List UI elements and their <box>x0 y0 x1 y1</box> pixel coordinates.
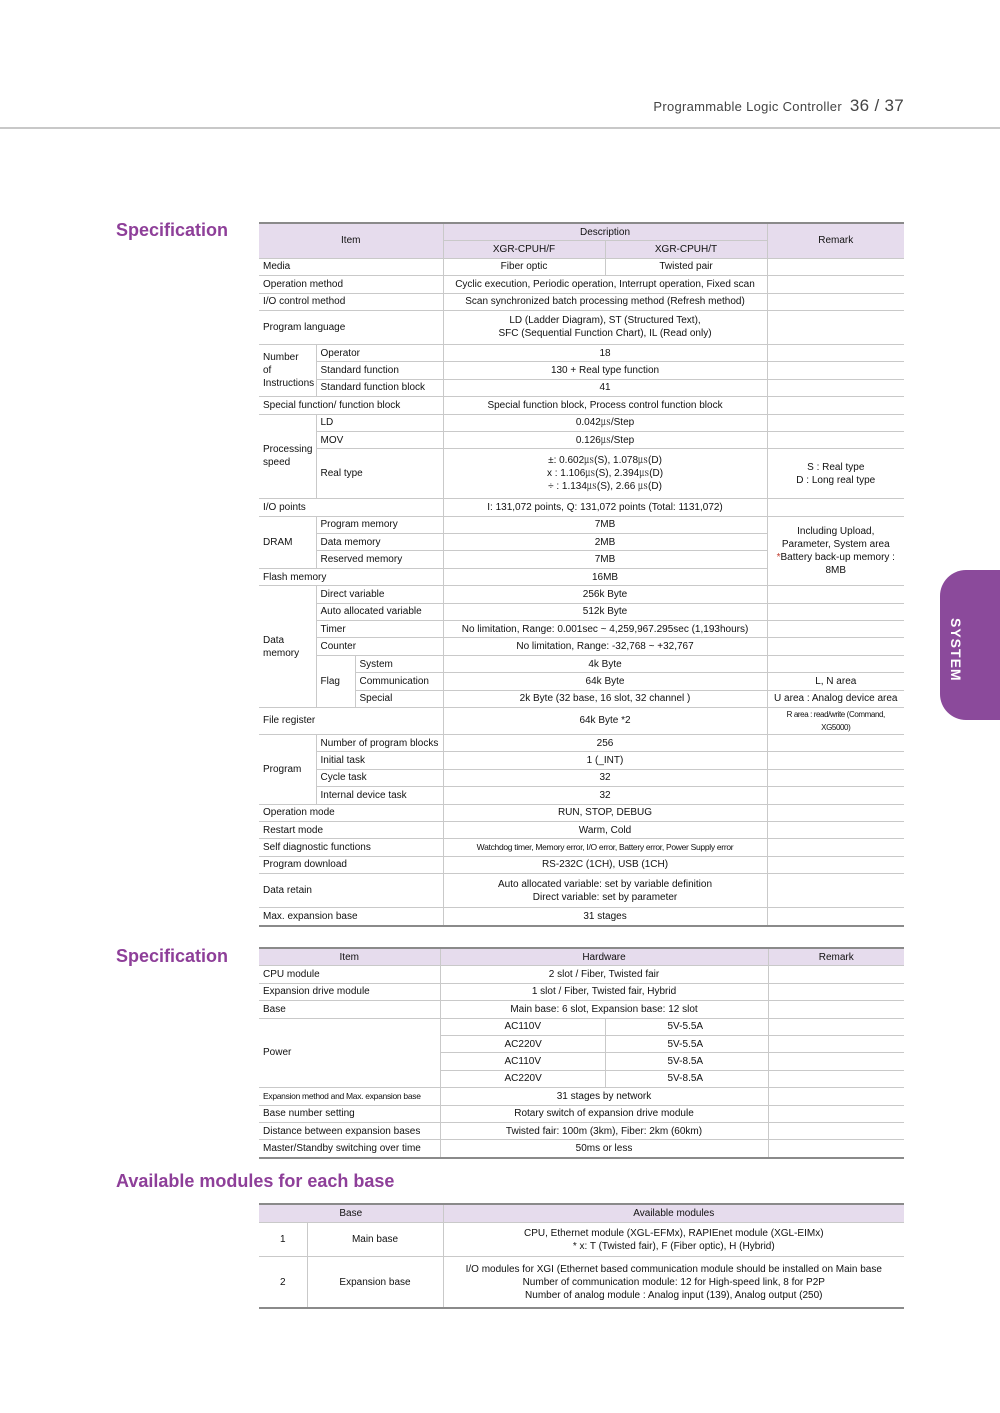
cell-remark <box>767 379 904 396</box>
power-output: 5V-5.5A <box>605 1035 768 1052</box>
cell-value: 7MB <box>443 551 767 568</box>
group-label-program: Program <box>259 734 316 804</box>
cell-line: S : Real type <box>807 461 865 473</box>
row-label: Expansion drive module <box>259 983 440 1000</box>
cell-value: 1 slot / Fiber, Twisted fair, Hybrid <box>440 983 768 1000</box>
cell-remark <box>767 276 904 293</box>
cell-value: Rotary switch of expansion drive module <box>440 1105 768 1122</box>
cell-remark <box>768 1070 904 1087</box>
cell-remark <box>767 839 904 856</box>
cell-line: * x: T (Twisted fair), F (Fiber optic), H (Hybrid) <box>572 1240 775 1252</box>
cell-value <box>443 1223 904 1257</box>
row-label: Timer <box>316 621 443 638</box>
row-label: Self diagnostic functions <box>259 839 443 856</box>
cell-remark <box>768 983 904 1000</box>
group-label-line: Data <box>263 634 285 646</box>
cell-value: I: 131,072 points, Q: 131,072 points (Total: 1131,072) <box>443 499 767 516</box>
cell-line: SFC (Sequential Function Chart), IL (Read only) <box>498 328 712 340</box>
row-label: Initial task <box>316 752 443 769</box>
power-output: 5V-5.5A <box>605 1018 768 1035</box>
cell-value: 31 stages <box>443 908 767 926</box>
row-label: Main base <box>307 1223 443 1257</box>
header-item: Item <box>259 223 443 258</box>
cell-remark <box>767 821 904 838</box>
header-model-t: XGR-CPUH/T <box>605 241 767 258</box>
row-label: Cycle task <box>316 769 443 786</box>
cell-line: I/O modules for XGI (Ethernet based communication module should be installed on Main base <box>465 1263 882 1275</box>
cell-line: D : Long real type <box>796 474 876 486</box>
cell-text: Battery back-up memory : <box>780 551 895 563</box>
cell-remark <box>767 258 904 275</box>
row-label: Standard function <box>316 362 443 379</box>
cell-value <box>443 1257 904 1309</box>
cell-remark <box>768 1105 904 1122</box>
row-label: LD <box>316 414 443 431</box>
group-label-line: Number <box>263 352 299 364</box>
row-label: Direct variable <box>316 586 443 603</box>
header-description: Description <box>443 223 767 241</box>
power-input: AC220V <box>440 1035 605 1052</box>
cell-remark <box>767 734 904 751</box>
row-label: Program memory <box>316 516 443 533</box>
group-label-dram: DRAM <box>259 516 316 568</box>
modules-table <box>259 1203 904 1309</box>
section-title-specification-2: Specification <box>116 946 229 966</box>
side-tab-system[interactable] <box>940 570 1000 720</box>
header-title: Programmable Logic Controller <box>653 99 842 114</box>
cell-value: Twisted fair: 100m (3km), Fiber: 2km (60km) <box>440 1122 768 1139</box>
row-label: Data memory <box>316 534 443 551</box>
cell-remark <box>767 603 904 620</box>
cell-value: RUN, STOP, DEBUG <box>443 804 767 821</box>
cell-line: Direct variable: set by parameter <box>532 891 678 903</box>
cell-value: 16MB <box>443 568 767 585</box>
power-output: 5V-8.5A <box>605 1070 768 1087</box>
power-input: AC110V <box>440 1053 605 1070</box>
row-label: Number of program blocks <box>316 734 443 751</box>
group-label-processing-speed <box>259 414 316 499</box>
cell-value: Main base: 6 slot, Expansion base: 12 slot <box>440 1001 768 1018</box>
cell-line: ±: 0.602㎲(S), 1.078㎲(D) <box>548 455 662 467</box>
cell-value: 0.042㎲/Step <box>443 414 767 431</box>
cell-line: Parameter, System area <box>781 538 890 550</box>
cell-value: 512k Byte <box>443 603 767 620</box>
group-label-line: Instructions <box>263 378 315 390</box>
cell-line: CPU, Ethernet module (XGL-EFMx), RAPIEnet module (XGL-EIMx) <box>523 1227 824 1239</box>
cell-remark: R area : read/write (Command, XG5000) <box>767 707 904 734</box>
page-number: 36 / 37 <box>849 96 904 115</box>
row-label: Media <box>259 258 443 275</box>
group-label-line: speed <box>263 457 291 469</box>
cell-remark <box>767 655 904 672</box>
row-label: Expansion method and Max. expansion base <box>259 1088 440 1105</box>
row-label: Base number setting <box>259 1105 440 1122</box>
row-label: Internal device task <box>316 787 443 804</box>
row-label: Expansion base <box>307 1257 443 1309</box>
row-label: Communication <box>355 673 443 690</box>
power-input: AC110V <box>440 1018 605 1035</box>
cell-remark <box>768 1088 904 1105</box>
row-label: CPU module <box>259 966 440 983</box>
cell-value: Special function block, Process control function block <box>443 397 767 414</box>
section-title-specification-1: Specification <box>116 220 229 240</box>
cell-remark <box>768 1140 904 1158</box>
cell-remark <box>768 1035 904 1052</box>
cell-remark <box>767 414 904 431</box>
cell-value: 64k Byte *2 <box>443 707 767 734</box>
cell-remark <box>767 362 904 379</box>
power-input: AC220V <box>440 1070 605 1087</box>
cell-remark <box>767 908 904 926</box>
spec-table-cpu <box>259 222 904 927</box>
cell-value: 256 <box>443 734 767 751</box>
row-label: System <box>355 655 443 672</box>
cell-value: 32 <box>443 769 767 786</box>
cell-value: 41 <box>443 379 767 396</box>
row-label: File register <box>259 707 443 734</box>
row-label: Reserved memory <box>316 551 443 568</box>
row-label: Special function/ function block <box>259 397 443 414</box>
cell-remark: U area : Analog device area <box>767 690 904 707</box>
side-tab-label: SYSTEM <box>948 618 964 682</box>
cell-remark <box>767 787 904 804</box>
header-available-modules: Available modules <box>443 1204 904 1223</box>
cell-value: RS-232C (1CH), USB (1CH) <box>443 856 767 873</box>
cell-line: Auto allocated variable: set by variable definition <box>498 878 713 890</box>
cell-line: ÷ : 1.134㎲(S), 2.66 ㎲(D) <box>548 481 662 493</box>
cell-value: Cyclic execution, Periodic operation, Interrupt operation, Fixed scan <box>443 276 767 293</box>
cell-line: Number of analog module : Analog input (139), Analog output (250) <box>525 1289 823 1301</box>
group-label-flag: Flag <box>316 655 355 707</box>
cell-line: Number of communication module: 12 for High-speed link, 8 for P2P <box>522 1276 825 1288</box>
row-label: Data retain <box>259 874 443 908</box>
spec-table-hardware <box>259 947 904 1159</box>
row-label: Distance between expansion bases <box>259 1122 440 1139</box>
cell-value: Watchdog timer, Memory error, I/O error, Battery error, Power Supply error <box>443 839 767 856</box>
cell-value: 7MB <box>443 516 767 533</box>
header-remark: Remark <box>767 223 904 258</box>
group-label-instructions <box>259 344 316 396</box>
cell-value: 256k Byte <box>443 586 767 603</box>
cell-line: x : 1.106㎲(S), 2.394㎲(D) <box>546 468 664 480</box>
row-label: I/O control method <box>259 293 443 310</box>
group-label-power: Power <box>259 1018 440 1088</box>
cell-value: 50ms or less <box>440 1140 768 1158</box>
cell-value: No limitation, Range: -32,768 ~ +32,767 <box>443 638 767 655</box>
section-title-available-modules: Available modules for each base <box>116 1171 395 1191</box>
cell-value: Fiber optic <box>443 258 605 275</box>
cell-value: Warm, Cold <box>443 821 767 838</box>
row-label: Operation method <box>259 276 443 293</box>
cell-remark <box>767 499 904 516</box>
cell-value: 18 <box>443 344 767 361</box>
group-label-line: of <box>263 365 272 377</box>
cell-value: Twisted pair <box>605 258 767 275</box>
cell-remark <box>768 1122 904 1139</box>
cell-value <box>443 874 767 908</box>
header-remark: Remark <box>768 948 904 966</box>
power-output: 5V-8.5A <box>605 1053 768 1070</box>
cell-value: 4k Byte <box>443 655 767 672</box>
cell-remark <box>767 431 904 448</box>
row-label: Flash memory <box>259 568 443 585</box>
row-label: Operator <box>316 344 443 361</box>
cell-remark <box>767 397 904 414</box>
row-label: Special <box>355 690 443 707</box>
cell-line: LD (Ladder Diagram), ST (Structured Text), <box>509 315 701 327</box>
cell-value: 32 <box>443 787 767 804</box>
cell-remark <box>768 1001 904 1018</box>
cell-remark <box>767 586 904 603</box>
cell-value <box>443 449 767 499</box>
row-label: Base <box>259 1001 440 1018</box>
group-label-data-memory <box>259 586 316 708</box>
row-label: Operation mode <box>259 804 443 821</box>
row-label: Program language <box>259 310 443 344</box>
cell-remark <box>767 344 904 361</box>
cell-remark <box>768 1053 904 1070</box>
cell-remark <box>767 752 904 769</box>
cell-line: 8MB <box>825 564 847 576</box>
header-model-f: XGR-CPUH/F <box>443 241 605 258</box>
cell-value <box>443 310 767 344</box>
cell-value: 1 (_INT) <box>443 752 767 769</box>
cell-remark <box>767 874 904 908</box>
cell-remark <box>767 769 904 786</box>
header-item: Item <box>259 948 440 966</box>
row-label: Restart mode <box>259 821 443 838</box>
cell-value: 2 slot / Fiber, Twisted fair <box>440 966 768 983</box>
row-label: Auto allocated variable <box>316 603 443 620</box>
asterisk: * <box>776 551 781 563</box>
cell-remark <box>767 804 904 821</box>
header-base: Base <box>259 1204 443 1223</box>
row-label: Counter <box>316 638 443 655</box>
cell-remark <box>767 638 904 655</box>
cell-line: Including Upload, <box>797 525 875 537</box>
cell-remark: L, N area <box>767 673 904 690</box>
cell-value: 0.126㎲/Step <box>443 431 767 448</box>
cell-value: 130 + Real type function <box>443 362 767 379</box>
cell-remark <box>768 966 904 983</box>
cell-remark-dram <box>767 516 904 586</box>
cell-remark <box>767 621 904 638</box>
row-number: 1 <box>259 1223 307 1257</box>
header-divider <box>0 127 1000 129</box>
row-label: MOV <box>316 431 443 448</box>
cell-remark <box>767 293 904 310</box>
group-label-line: memory <box>263 647 300 659</box>
cell-remark <box>768 1018 904 1035</box>
row-label: Real type <box>316 449 443 499</box>
header-hardware: Hardware <box>440 948 768 966</box>
row-label: Program download <box>259 856 443 873</box>
row-label: Max. expansion base <box>259 908 443 926</box>
cell-value: 2k Byte (32 base, 16 slot, 32 channel ) <box>443 690 767 707</box>
cell-remark <box>767 449 904 499</box>
row-label: Standard function block <box>316 379 443 396</box>
cell-value: No limitation, Range: 0.001sec ~ 4,259,967.295sec (1,193hours) <box>443 621 767 638</box>
cell-remark <box>767 856 904 873</box>
cell-line <box>772 551 901 564</box>
row-number: 2 <box>259 1257 307 1309</box>
cell-value: 31 stages by network <box>440 1088 768 1105</box>
cell-value: 2MB <box>443 534 767 551</box>
cell-remark <box>767 310 904 344</box>
page-header <box>653 96 904 116</box>
cell-value: 64k Byte <box>443 673 767 690</box>
cell-value: Scan synchronized batch processing method (Refresh method) <box>443 293 767 310</box>
row-label: I/O points <box>259 499 443 516</box>
group-label-line: Processing <box>263 444 313 456</box>
row-label: Master/Standby switching over time <box>259 1140 440 1158</box>
